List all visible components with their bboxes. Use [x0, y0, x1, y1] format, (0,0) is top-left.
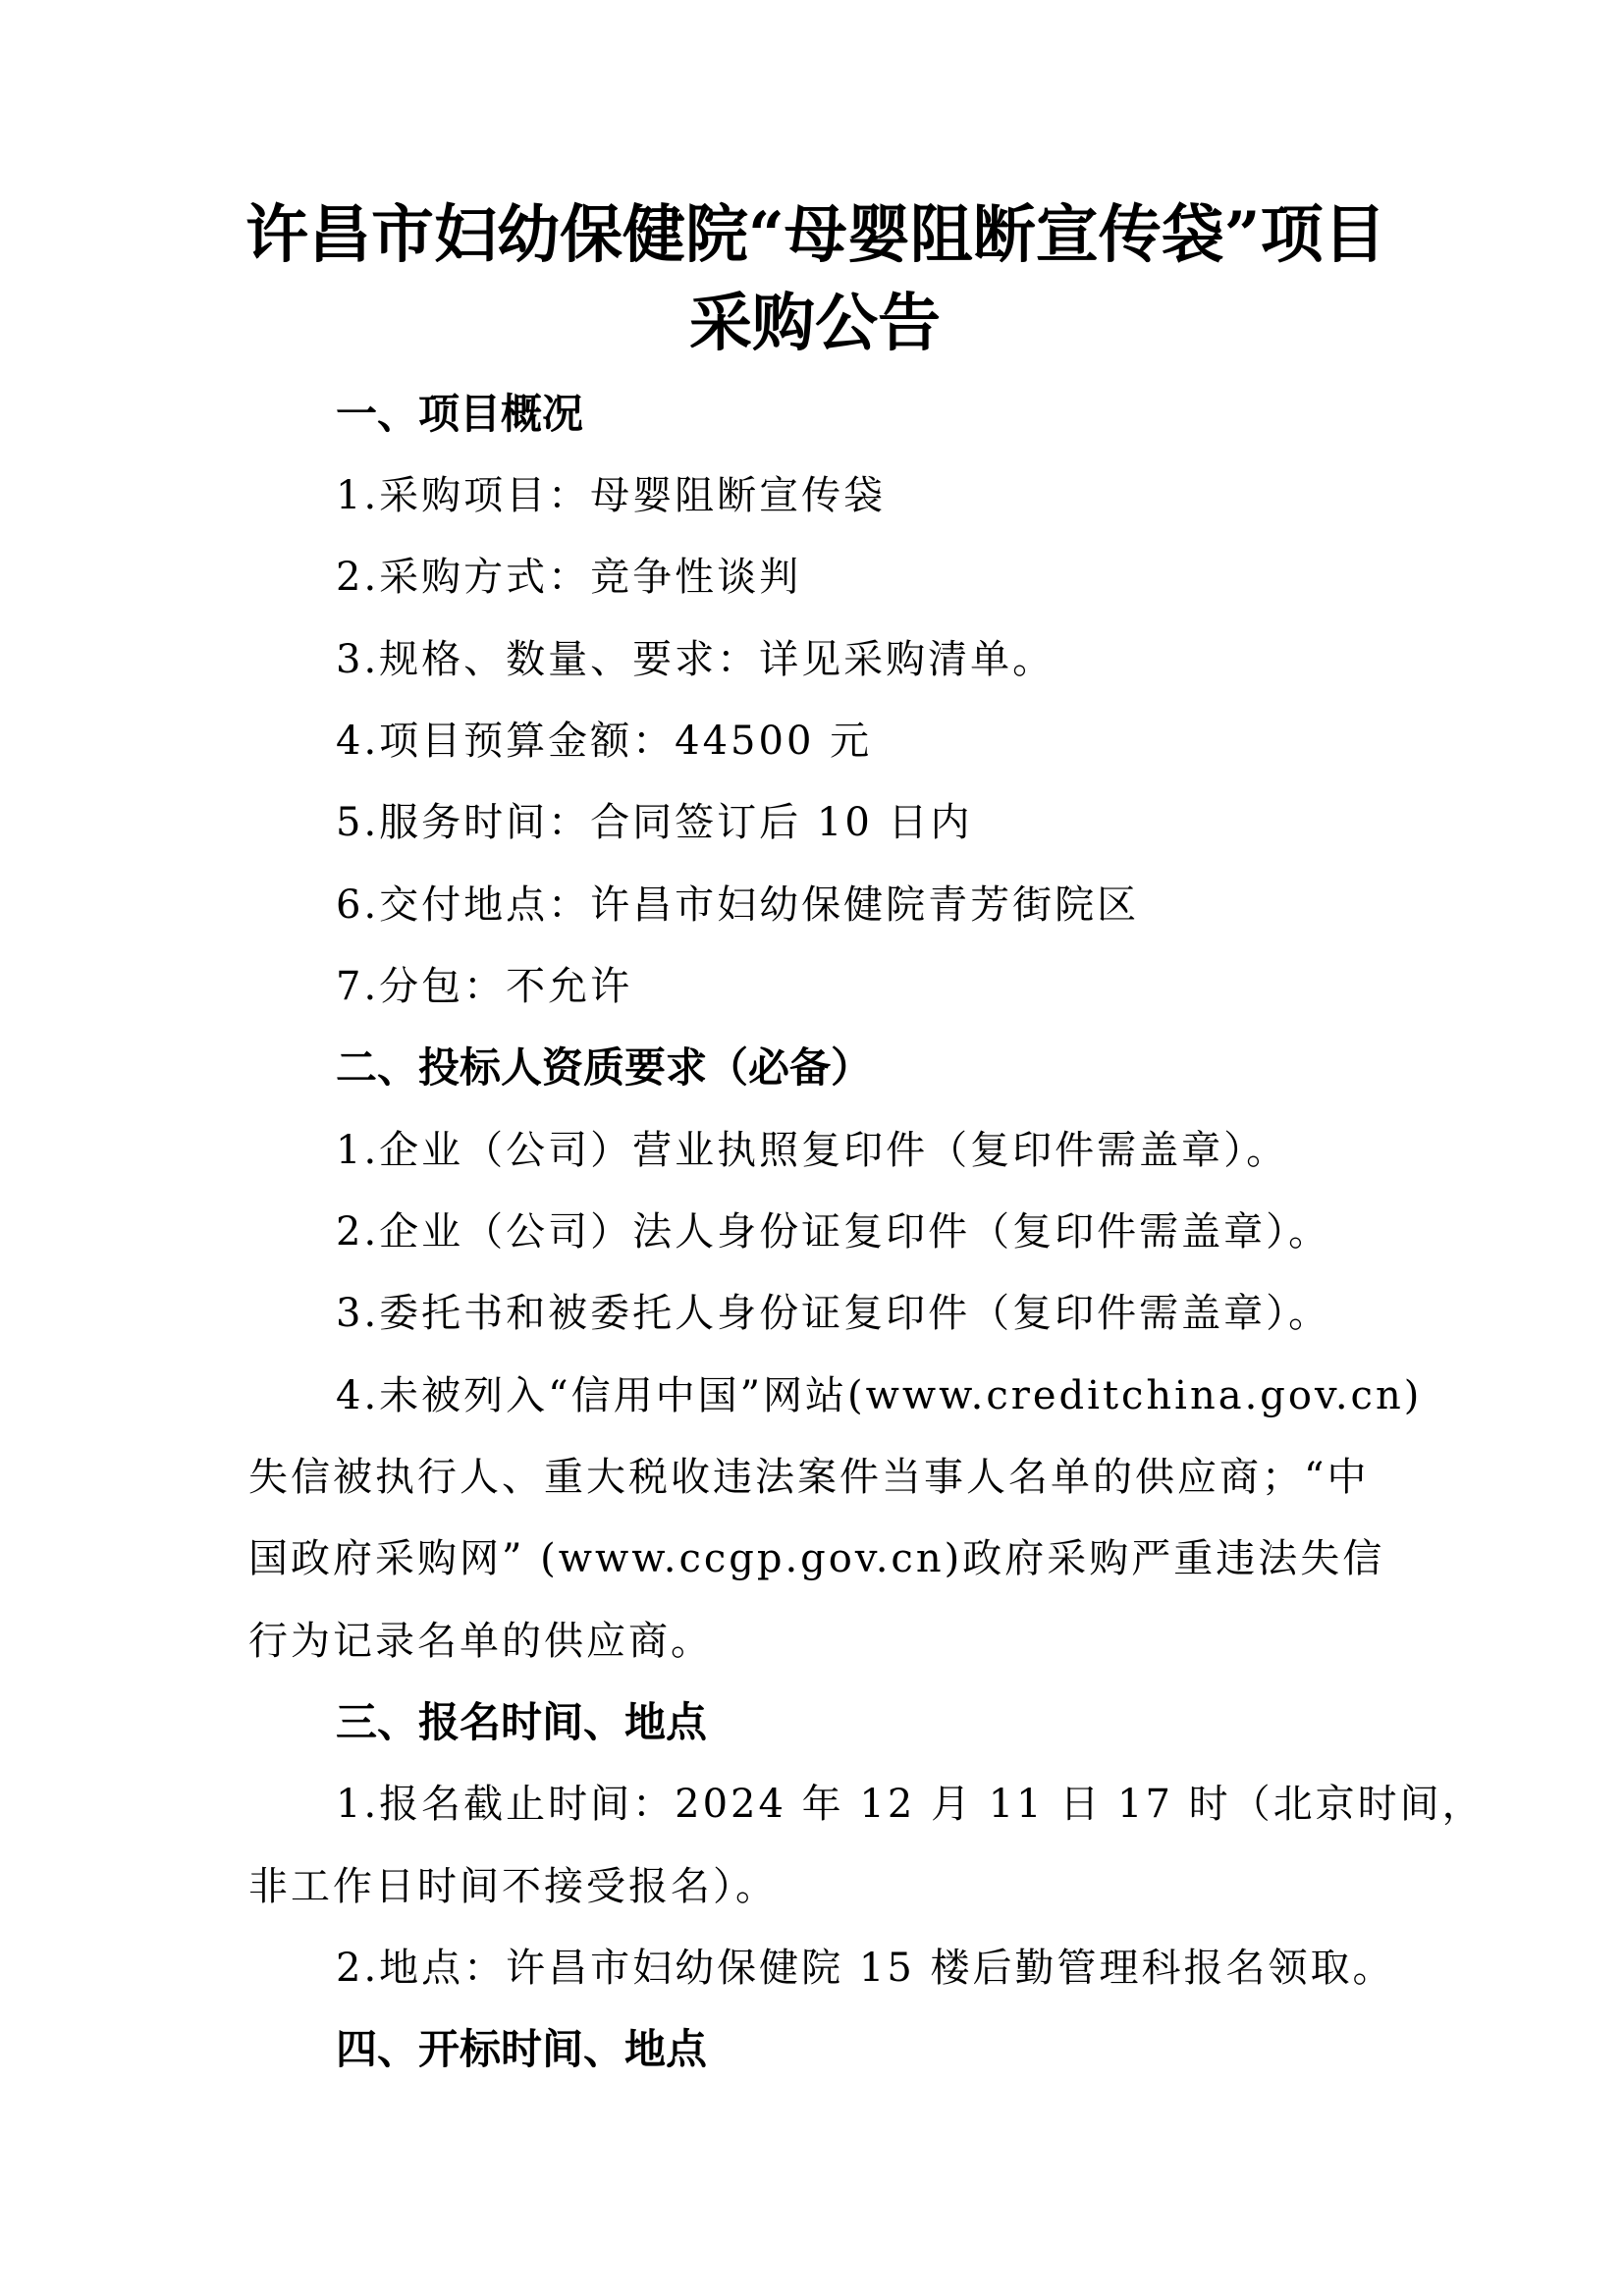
section-heading-bid-opening: 四、开标时间、地点	[336, 2025, 708, 2073]
list-item-continuation: 国政府采购网” (www.ccgp.gov.cn)政府采购严重违法失信	[248, 1536, 1385, 1581]
list-item-continuation: 行为记录名单的供应商。	[248, 1619, 713, 1664]
list-item-continuation: 失信被执行人、重大税收违法案件当事人名单的供应商；“中	[248, 1455, 1370, 1500]
document-title-line-1: 许昌市妇幼保健院“母婴阻断宣传袋”项目	[245, 198, 1386, 272]
list-item: 3.委托书和被委托人身份证复印件（复印件需盖章）。	[336, 1291, 1331, 1336]
section-heading-bidder-qualifications: 二、投标人资质要求（必备）	[336, 1043, 873, 1092]
document-title-line-2: 采购公告	[689, 287, 941, 360]
list-item: 6.交付地点：许昌市妇幼保健院青芳街院区	[336, 882, 1140, 928]
section-heading-project-overview: 一、项目概况	[336, 390, 584, 438]
list-item: 1.企业（公司）营业执照复印件（复印件需盖章）。	[336, 1128, 1289, 1173]
list-item-continuation: 非工作日时间不接受报名）。	[248, 1864, 778, 1909]
list-item: 2.企业（公司）法人身份证复印件（复印件需盖章）。	[336, 1209, 1331, 1255]
list-item: 7.分包：不允许	[336, 964, 633, 1009]
list-item: 2.地点：许昌市妇幼保健院 15 楼后勤管理科报名领取。	[336, 1946, 1395, 1991]
list-item: 1.报名截止时间：2024 年 12 月 11 日 17 时（北京时间，	[336, 1782, 1485, 1827]
section-heading-registration: 三、报名时间、地点	[336, 1698, 708, 1746]
list-item: 3.规格、数量、要求：详见采购清单。	[336, 637, 1056, 682]
list-item: 5.服务时间：合同签订后 10 日内	[336, 800, 973, 845]
list-item: 4.未被列入“信用中国”网站(www.creditchina.gov.cn)	[336, 1373, 1423, 1418]
list-item: 2.采购方式：竞争性谈判	[336, 555, 802, 600]
list-item: 4.项目预算金额：44500 元	[336, 719, 873, 764]
list-item: 1.采购项目：母婴阻断宣传袋	[336, 473, 887, 518]
